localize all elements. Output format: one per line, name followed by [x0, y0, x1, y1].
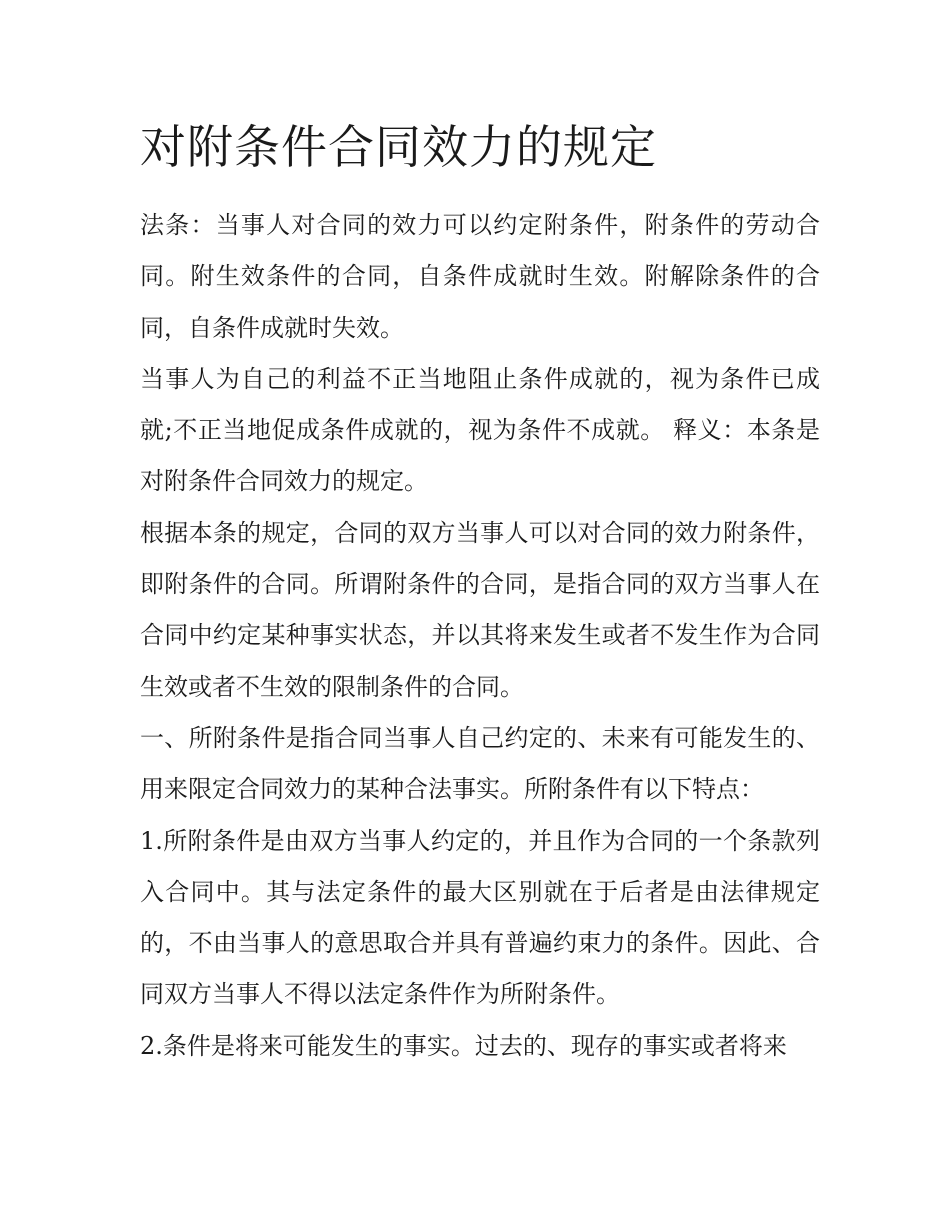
- paragraph-point-one: 1.所附条件是由双方当事人约定的，并且作为合同的一个条款列入合同中。其与法定条件的最大区别就在于后者是由法律规定的，不由当事人的意思取合并具有普遍约束力的条件。因此、合同双方当事人不得以法定条件作为所附条件。: [140, 826, 820, 1009]
- document-body: [140, 112, 820, 1072]
- paragraph-section-one: 一、所附条件是指合同当事人自己约定的、未来有可能发生的、用来限定合同效力的某种合法事实。所附条件有以下特点：: [140, 723, 820, 804]
- paragraph-point-two: 2.条件是将来可能发生的事实。过去的、现存的事实或者将来: [140, 1031, 787, 1060]
- document-title: 对附条件合同效力的规定: [140, 120, 657, 174]
- paragraph-conditional-contract-definition: 根据本条的规定，合同的双方当事人可以对合同的效力附条件，即附条件的合同。所谓附条件的合同，是指合同的双方当事人在合同中约定某种事实状态，并以其将来发生或者不发生作为合同生效或者不生效的限制条件的合同。: [140, 518, 820, 701]
- paragraph-law-article: 法条：当事人对合同的效力可以约定附条件，附条件的劳动合同。附生效条件的合同，自条件成就时生效。附解除条件的合同，自条件成就时失效。: [140, 211, 820, 342]
- paragraph-condition-obstruction: 当事人为自己的利益不正当地阻止条件成就的，视为条件已成就;不正当地促成条件成就的，视为条件不成就。 释义：本条是对附条件合同效力的规定。: [140, 364, 820, 496]
